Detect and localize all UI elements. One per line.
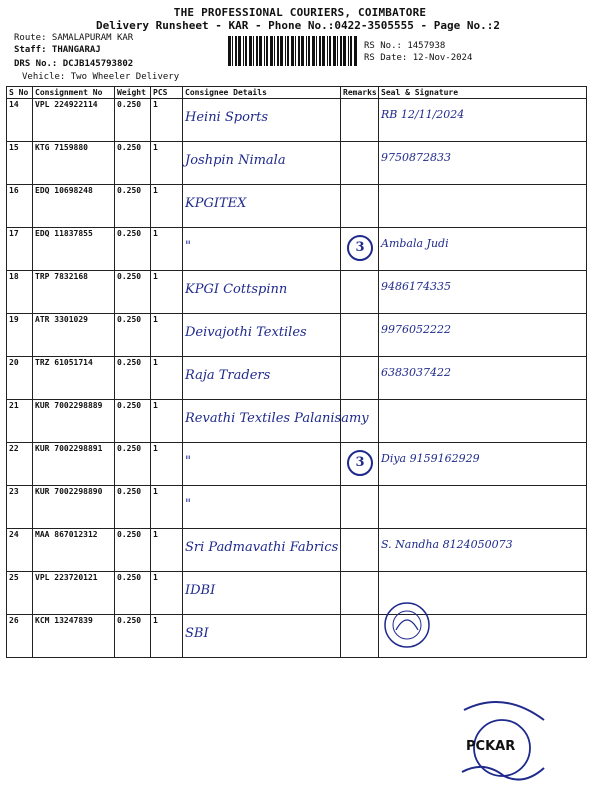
pcs-cell — [151, 99, 183, 142]
signature-cell — [379, 314, 587, 357]
table-row — [7, 357, 587, 400]
consignment-cell-text: KUR 7002298891 — [35, 444, 103, 453]
pcs-cell-text: 1 — [153, 186, 158, 195]
table-row — [7, 99, 587, 142]
table-row — [7, 228, 587, 271]
pcs-cell-text: 1 — [153, 315, 158, 324]
barcode-bar — [238, 36, 241, 66]
pcs-cell-text: 1 — [153, 100, 158, 109]
signature-cell — [379, 443, 587, 486]
consignment-cell-text: ATR 3301029 — [35, 315, 88, 324]
barcode-bar — [274, 36, 275, 66]
consignment-cell-text: EDQ 10698248 — [35, 186, 93, 195]
barcode-bar — [350, 36, 352, 66]
weight-cell — [115, 314, 151, 357]
pcs-cell — [151, 529, 183, 572]
pcs-cell-text: 1 — [153, 272, 158, 281]
remarks-cell — [341, 529, 379, 572]
consignment-cell — [33, 400, 115, 443]
signature-cell-text: RB 12/11/2024 — [381, 108, 465, 121]
pcs-cell — [151, 357, 183, 400]
weight-cell — [115, 271, 151, 314]
consignment-cell-text: MAA 867012312 — [35, 530, 98, 539]
consignment-cell — [33, 228, 115, 271]
col-pcs: PCS — [151, 87, 183, 99]
barcode-bar — [308, 36, 310, 66]
barcode-bar — [295, 36, 296, 66]
runsheet-title: Delivery Runsheet - KAR - Phone No.:0422-3505555 - Page No.:2 — [96, 19, 500, 32]
signature-cell — [379, 400, 587, 443]
weight-cell — [115, 185, 151, 228]
remarks-cell-text: 3 — [347, 450, 373, 476]
signature-cell — [379, 228, 587, 271]
sno-cell-text: 21 — [9, 401, 19, 410]
barcode-bar — [354, 36, 357, 66]
sno-cell-text: 23 — [9, 487, 19, 496]
consignment-cell-text: VPL 223720121 — [35, 573, 98, 582]
consignee-cell-text: KPGITEX — [185, 196, 247, 211]
sno-cell-text: 26 — [9, 616, 19, 625]
sno-cell-text: 20 — [9, 358, 19, 367]
sno-cell — [7, 400, 33, 443]
consignee-cell — [183, 486, 341, 529]
consignment-cell-text: KTG 7159880 — [35, 143, 88, 152]
signature-cell-text: Ambala Judi — [381, 237, 449, 250]
weight-cell-text: 0.250 — [117, 272, 142, 281]
weight-cell — [115, 615, 151, 658]
barcode-bar — [306, 36, 307, 66]
consignment-cell — [33, 529, 115, 572]
consignee-cell — [183, 185, 341, 228]
barcode-bar — [259, 36, 262, 66]
signature-cell-text: S. Nandha 8124050073 — [381, 538, 513, 551]
signature-cell — [379, 271, 587, 314]
consignment-cell-text: TRZ 61051714 — [35, 358, 93, 367]
barcode-bar — [256, 36, 258, 66]
pcs-cell-text: 1 — [153, 401, 158, 410]
barcode-bar — [243, 36, 244, 66]
pcs-cell-text: 1 — [153, 229, 158, 238]
barcode-bar — [280, 36, 283, 66]
remarks-cell — [341, 99, 379, 142]
vehicle-label: Vehicle: Two Wheeler Delivery — [22, 72, 180, 82]
weight-cell-text: 0.250 — [117, 358, 142, 367]
pcs-cell — [151, 615, 183, 658]
barcode-bar — [228, 36, 231, 66]
table-row — [7, 314, 587, 357]
pcs-cell — [151, 486, 183, 529]
drs-label: DRS No.: DCJB145793802 — [14, 59, 134, 69]
signature-cell — [379, 357, 587, 400]
col-consignment: Consignment No — [33, 87, 115, 99]
table-row — [7, 529, 587, 572]
company-title: THE PROFESSIONAL COURIERS, COIMBATORE — [173, 6, 427, 19]
consignee-cell-text: " — [185, 454, 191, 469]
barcode-bar — [340, 36, 342, 66]
weight-cell-text: 0.250 — [117, 444, 142, 453]
remarks-cell — [341, 228, 379, 271]
pcs-cell — [151, 400, 183, 443]
consignee-cell — [183, 142, 341, 185]
consignment-cell-text: KUR 7002298890 — [35, 487, 103, 496]
table-row — [7, 572, 587, 615]
barcode-bar — [319, 36, 321, 66]
barcode-bar — [291, 36, 294, 66]
barcode-bar — [327, 36, 328, 66]
consignee-cell-text: Deivajothi Textiles — [185, 325, 307, 340]
weight-cell-text: 0.250 — [117, 315, 142, 324]
barcode-bar — [301, 36, 304, 66]
pcs-cell-text: 1 — [153, 143, 158, 152]
consignee-cell — [183, 400, 369, 443]
sno-cell — [7, 99, 33, 142]
barcode-bar — [249, 36, 252, 66]
weight-cell — [115, 99, 151, 142]
barcode-bar — [329, 36, 331, 66]
remarks-cell — [341, 572, 379, 615]
pcs-cell-text: 1 — [153, 616, 158, 625]
bank-seal-stamp — [376, 600, 438, 650]
sno-cell — [7, 185, 33, 228]
sno-cell — [7, 228, 33, 271]
sno-cell-text: 15 — [9, 143, 19, 152]
barcode-bar — [322, 36, 325, 66]
barcode-bar — [343, 36, 346, 66]
barcode-bar — [266, 36, 268, 66]
sno-cell — [7, 615, 33, 658]
consignee-cell — [183, 572, 341, 615]
sno-cell — [7, 357, 33, 400]
col-signature: Seal & Signature — [379, 87, 587, 99]
weight-cell — [115, 572, 151, 615]
weight-cell-text: 0.250 — [117, 229, 142, 238]
sno-cell — [7, 314, 33, 357]
sno-cell-text: 17 — [9, 229, 19, 238]
remarks-cell — [341, 185, 379, 228]
weight-cell — [115, 529, 151, 572]
consignee-cell-text: Sri Padmavathi Fabrics — [185, 540, 339, 555]
sno-cell — [7, 443, 33, 486]
signature-cell-text: Diya 9159162929 — [381, 452, 480, 465]
consignment-cell-text: TRP 7832168 — [35, 272, 88, 281]
rs-number: RS No.: 1457938 — [364, 41, 446, 51]
col-consignee: Consignee Details — [183, 87, 341, 99]
pcs-cell-text: 1 — [153, 573, 158, 582]
sno-cell — [7, 572, 33, 615]
consignee-cell-text: " — [185, 497, 191, 512]
pcs-cell-text: 1 — [153, 358, 158, 367]
remarks-cell — [341, 142, 379, 185]
barcode-bar — [235, 36, 237, 66]
consignment-cell — [33, 185, 115, 228]
consignee-cell-text: " — [185, 239, 191, 254]
barcode-bar — [245, 36, 247, 66]
signature-cell — [379, 185, 587, 228]
signature-cell — [379, 99, 587, 142]
consignee-cell — [183, 443, 341, 486]
consignment-cell — [33, 99, 115, 142]
pcs-cell-text: 1 — [153, 444, 158, 453]
barcode-bar — [333, 36, 336, 66]
sno-cell — [7, 529, 33, 572]
sno-cell-text: 16 — [9, 186, 19, 195]
remarks-cell — [341, 443, 379, 486]
consignee-cell — [183, 99, 341, 142]
consignment-cell-text: KUR 7002298889 — [35, 401, 103, 410]
consignment-cell — [33, 486, 115, 529]
consignment-cell — [33, 357, 115, 400]
barcode-bar — [264, 36, 265, 66]
consignment-cell-text: KCM 13247839 — [35, 616, 93, 625]
weight-cell — [115, 486, 151, 529]
table-header-row — [7, 87, 587, 99]
signature-cell-text: 9750872833 — [381, 151, 451, 164]
barcode-bar — [232, 36, 233, 66]
sno-cell-text: 18 — [9, 272, 19, 281]
pckar-stamp — [444, 690, 564, 790]
barcode-bar — [316, 36, 317, 66]
col-remarks: Remarks — [341, 87, 379, 99]
sno-cell-text: 19 — [9, 315, 19, 324]
pckar-label: PCKAR — [466, 739, 516, 754]
remarks-cell — [341, 357, 379, 400]
staff-label: Staff: THANGARAJ — [14, 45, 101, 55]
consignment-cell-text: VPL 224922114 — [35, 100, 98, 109]
barcode-bar — [312, 36, 315, 66]
barcode-bar — [277, 36, 279, 66]
consignee-cell-text: Revathi Textiles Palanisamy — [185, 411, 369, 426]
sno-cell — [7, 486, 33, 529]
pcs-cell — [151, 314, 183, 357]
sno-cell-text: 25 — [9, 573, 19, 582]
sno-cell-text: 14 — [9, 100, 19, 109]
consignment-cell — [33, 572, 115, 615]
col-sno: S No — [7, 87, 33, 99]
barcode — [228, 36, 358, 66]
consignee-cell-text: SBI — [185, 626, 209, 641]
remarks-cell-text: 3 — [347, 235, 373, 261]
consignment-cell — [33, 615, 115, 658]
consignee-cell — [183, 314, 341, 357]
sno-cell — [7, 271, 33, 314]
sno-cell-text: 22 — [9, 444, 19, 453]
consignment-cell — [33, 142, 115, 185]
consignee-cell-text: KPGI Cottspinn — [185, 282, 288, 297]
col-weight: Weight — [115, 87, 151, 99]
pcs-cell — [151, 185, 183, 228]
weight-cell — [115, 142, 151, 185]
remarks-cell — [341, 314, 379, 357]
weight-cell-text: 0.250 — [117, 530, 142, 539]
weight-cell-text: 0.250 — [117, 401, 142, 410]
weight-cell — [115, 228, 151, 271]
signature-cell-text: 9976052222 — [381, 323, 451, 336]
consignment-cell — [33, 314, 115, 357]
table-row — [7, 142, 587, 185]
weight-cell-text: 0.250 — [117, 573, 142, 582]
consignee-cell-text: Heini Sports — [185, 110, 269, 125]
consignee-cell-text: Raja Traders — [185, 368, 271, 383]
consignee-cell — [183, 529, 341, 572]
barcode-bar — [270, 36, 273, 66]
weight-cell-text: 0.250 — [117, 143, 142, 152]
route-label: Route: SAMALAPURAM KAR — [14, 33, 134, 43]
barcode-bar — [348, 36, 349, 66]
rs-date: RS Date: 12-Nov-2024 — [364, 53, 473, 63]
sno-cell-text: 24 — [9, 530, 19, 539]
barcode-bar — [287, 36, 289, 66]
pcs-cell — [151, 228, 183, 271]
remarks-cell — [341, 486, 379, 529]
barcode-bar — [298, 36, 300, 66]
consignee-cell-text: Joshpin Nimala — [185, 153, 286, 168]
consignee-cell — [183, 615, 341, 658]
weight-cell — [115, 443, 151, 486]
table-row — [7, 271, 587, 314]
signature-cell — [379, 486, 587, 529]
remarks-cell — [341, 271, 379, 314]
pcs-cell — [151, 271, 183, 314]
table-row — [7, 486, 587, 529]
weight-cell-text: 0.250 — [117, 186, 142, 195]
signature-cell-text: 6383037422 — [381, 366, 451, 379]
consignee-cell — [183, 271, 341, 314]
barcode-bar — [285, 36, 286, 66]
weight-cell-text: 0.250 — [117, 616, 142, 625]
weight-cell — [115, 357, 151, 400]
consignment-cell-text: EDQ 11837855 — [35, 229, 93, 238]
signature-cell — [379, 529, 587, 572]
runsheet-table — [6, 86, 587, 658]
pcs-cell — [151, 572, 183, 615]
consignee-cell-text: IDBI — [185, 583, 216, 598]
weight-cell — [115, 400, 151, 443]
consignee-cell — [183, 228, 341, 271]
table-row — [7, 400, 587, 443]
table-row — [7, 443, 587, 486]
pcs-cell — [151, 443, 183, 486]
barcode-bar — [253, 36, 254, 66]
table-row — [7, 185, 587, 228]
pcs-cell-text: 1 — [153, 487, 158, 496]
consignment-cell — [33, 271, 115, 314]
barcode-bar — [337, 36, 338, 66]
consignee-cell — [183, 357, 341, 400]
pcs-cell — [151, 142, 183, 185]
weight-cell-text: 0.250 — [117, 100, 142, 109]
signature-cell — [379, 142, 587, 185]
weight-cell-text: 0.250 — [117, 487, 142, 496]
consignment-cell — [33, 443, 115, 486]
remarks-cell — [341, 615, 379, 658]
pcs-cell-text: 1 — [153, 530, 158, 539]
sno-cell — [7, 142, 33, 185]
signature-cell-text: 9486174335 — [381, 280, 451, 293]
table-row — [7, 615, 587, 658]
